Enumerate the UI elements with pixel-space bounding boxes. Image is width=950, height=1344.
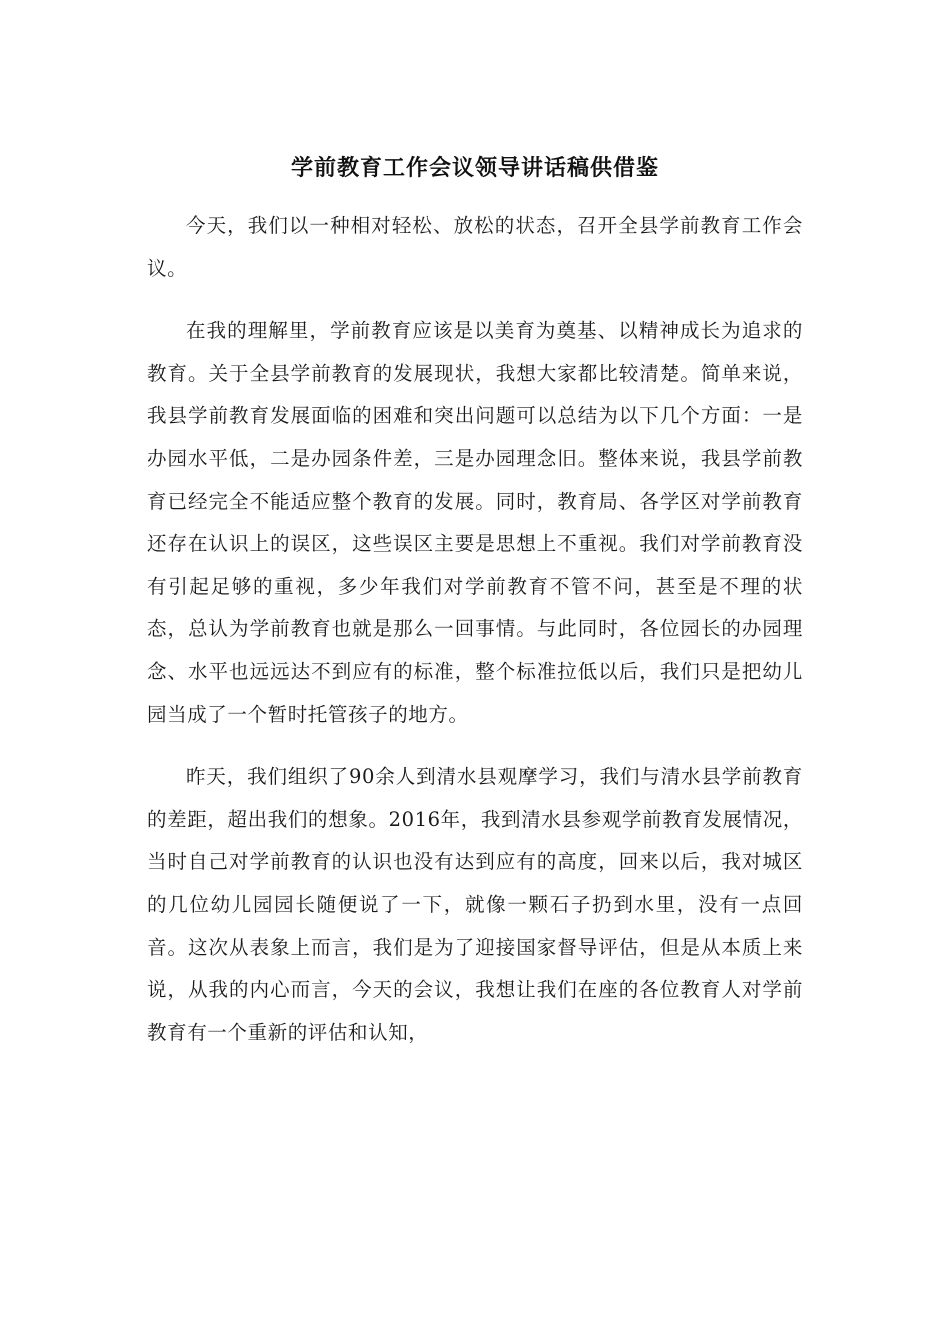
paragraph-3: 昨天，我们组织了90余人到清水县观摩学习，我们与清水县学前教育的差距，超出我们的想象。2016年，我到清水县参观学前教育发展情况，当时自己对学前教育的认识也没有达到应有的高度，回来以后，我对城区的几位幼儿园园长随便说了一下，就像一颗石子扔到水里，没有一点回音。这次从表象上而言，我们是为了迎接国家督导评估，但是从本质上来说，从我的内心而言，今天的会议，我想让我们在座的各位教育人对学前教育有一个重新的评估和认知，	[147, 765, 803, 1044]
document-body	[147, 205, 803, 1074]
paragraph-1: 今天，我们以一种相对轻松、放松的状态，召开全县学前教育工作会议。	[147, 214, 803, 280]
paragraph-2: 在我的理解里，学前教育应该是以美育为奠基、以精神成长为追求的教育。关于全县学前教育的发展现状，我想大家都比较清楚。简单来说，我县学前教育发展面临的困难和突出问题可以总结为以下几个方面：一是办园水平低，二是办园条件差，三是办园理念旧。整体来说，我县学前教育已经完全不能适应整个教育的发展。同时，教育局、各学区对学前教育还存在认识上的误区，这些误区主要是思想上不重视。我们对学前教育没有引起足够的重视，多少年我们对学前教育不管不问，甚至是不理的状态，总认为学前教育也就是那么一回事情。与此同时，各位园长的办园理念、水平也远远达不到应有的标准，整个标准拉低以后，我们只是把幼儿园当成了一个暂时托管孩子的地方。	[147, 319, 803, 726]
document-title: 学前教育工作会议领导讲话稿供借鉴	[290, 155, 659, 181]
